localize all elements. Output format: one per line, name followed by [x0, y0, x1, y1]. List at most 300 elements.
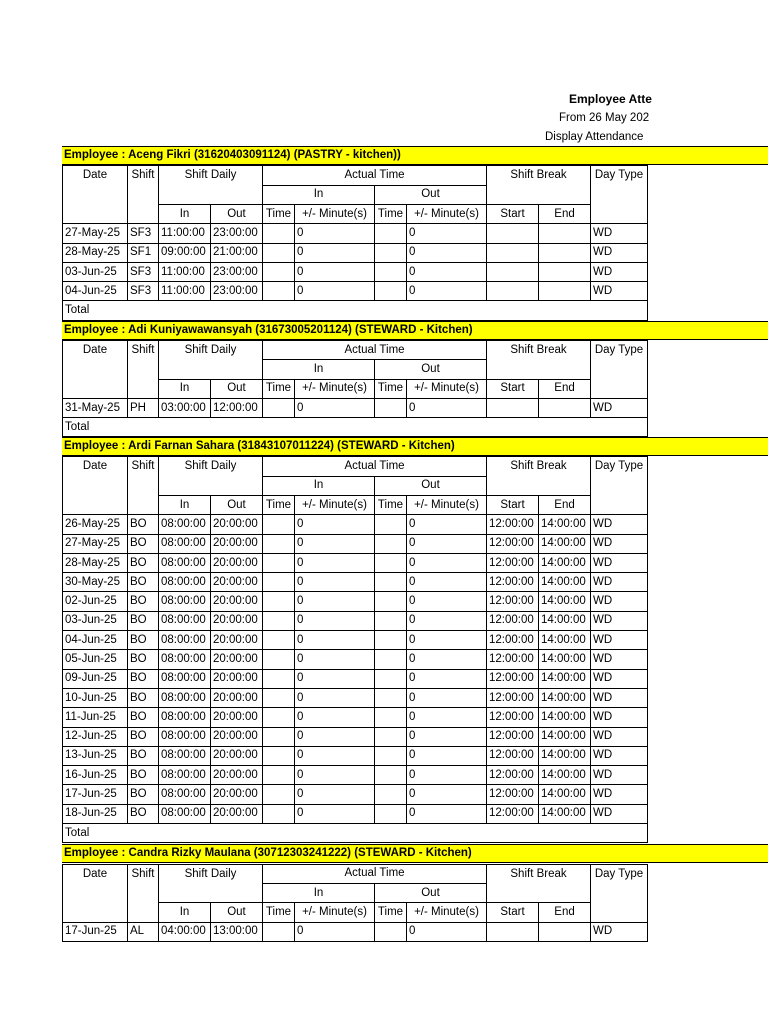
table-cell: 08:00:00 — [159, 669, 211, 688]
col-break-start: Start — [487, 495, 539, 514]
col-shift-in: In — [159, 379, 211, 398]
table-cell: 12:00:00 — [487, 708, 539, 727]
table-cell: 12:00:00 — [487, 650, 539, 669]
table-cell: PH — [128, 398, 159, 417]
table-cell: AL — [128, 922, 159, 941]
total-label: Total — [63, 824, 648, 843]
col-out-time: Time — [375, 204, 407, 223]
table-cell: BO — [128, 573, 159, 592]
col-actual-out: Out — [375, 185, 487, 204]
table-cell: 0 — [407, 611, 487, 630]
table-cell: 08:00:00 — [159, 766, 211, 785]
header-row — [63, 457, 648, 476]
table-cell: 0 — [295, 708, 375, 727]
header-row — [63, 495, 648, 514]
table-cell: 04-Jun-25 — [63, 631, 128, 650]
col-actual-time: Actual Time — [263, 341, 487, 360]
table-cell: 08:00:00 — [159, 592, 211, 611]
table-cell: 27-May-25 — [63, 534, 128, 553]
col-shift-break: Shift Break — [487, 864, 591, 883]
table-cell: 16-Jun-25 — [63, 766, 128, 785]
col-break-end: End — [539, 204, 591, 223]
table-row — [63, 553, 648, 572]
table-cell: WD — [591, 669, 648, 688]
table-cell: 14:00:00 — [539, 534, 591, 553]
table-cell: 02-Jun-25 — [63, 592, 128, 611]
report-display-mode: Display Attendance — [545, 131, 644, 143]
table-cell — [375, 922, 407, 941]
header-row — [63, 204, 648, 223]
table-cell: 12:00:00 — [487, 766, 539, 785]
table-cell: 03-Jun-25 — [63, 262, 128, 281]
table-cell: 12:00:00 — [487, 804, 539, 823]
table-cell — [263, 553, 295, 572]
header-blank — [63, 884, 128, 903]
col-day-type: Day Type — [591, 864, 648, 883]
total-label: Total — [63, 301, 648, 320]
col-date: Date — [63, 457, 128, 476]
table-cell: BO — [128, 534, 159, 553]
table-cell — [263, 611, 295, 630]
table-cell — [539, 262, 591, 281]
table-cell — [263, 727, 295, 746]
table-cell: 20:00:00 — [211, 727, 263, 746]
table-cell: 08:00:00 — [159, 631, 211, 650]
table-cell: 20:00:00 — [211, 785, 263, 804]
header-blank — [63, 360, 128, 379]
header-blank — [128, 185, 159, 204]
table-cell: 28-May-25 — [63, 553, 128, 572]
employee-header: Employee : Aceng Fikri (31620403091124) (PASTRY - kitchen)) — [64, 149, 401, 161]
table-row — [63, 282, 648, 301]
table-cell: 12:00:00 — [487, 573, 539, 592]
table-cell: 17-Jun-25 — [63, 922, 128, 941]
table-cell — [539, 398, 591, 417]
table-row — [63, 785, 648, 804]
table-cell: 12:00:00 — [487, 688, 539, 707]
col-shift-break: Shift Break — [487, 457, 591, 476]
header-blank — [159, 360, 263, 379]
table-cell: BO — [128, 650, 159, 669]
table-cell — [263, 785, 295, 804]
table-cell: BO — [128, 727, 159, 746]
table-cell: WD — [591, 746, 648, 765]
table-cell: 0 — [295, 515, 375, 534]
table-cell: 14:00:00 — [539, 553, 591, 572]
table-cell: 0 — [407, 243, 487, 262]
header-blank — [591, 360, 648, 379]
table-cell: WD — [591, 727, 648, 746]
header-blank — [591, 185, 648, 204]
table-cell: 0 — [295, 922, 375, 941]
table-cell: BO — [128, 804, 159, 823]
header-row — [63, 884, 648, 903]
table-row — [63, 922, 648, 941]
col-actual-time: Actual Time — [263, 166, 487, 185]
table-cell: 20:00:00 — [211, 515, 263, 534]
col-shift: Shift — [128, 864, 159, 883]
header-row — [63, 476, 648, 495]
table-cell — [539, 922, 591, 941]
col-shift-daily: Shift Daily — [159, 457, 263, 476]
attendance-table — [62, 165, 648, 320]
table-cell: 20:00:00 — [211, 746, 263, 765]
header-blank — [591, 379, 648, 398]
table-cell: 0 — [295, 262, 375, 281]
table-cell: WD — [591, 922, 648, 941]
table-cell: 14:00:00 — [539, 573, 591, 592]
header-row — [63, 166, 648, 185]
col-actual-time: Actual Time — [263, 864, 487, 883]
table-cell: 21:00:00 — [211, 243, 263, 262]
col-date: Date — [63, 864, 128, 883]
table-cell: 11:00:00 — [159, 262, 211, 281]
col-shift: Shift — [128, 341, 159, 360]
table-cell: WD — [591, 650, 648, 669]
header-row — [63, 379, 648, 398]
col-day-type: Day Type — [591, 341, 648, 360]
table-row — [63, 650, 648, 669]
table-cell: 12:00:00 — [487, 611, 539, 630]
header-row — [63, 360, 648, 379]
table-cell — [375, 785, 407, 804]
table-cell: 05-Jun-25 — [63, 650, 128, 669]
table-cell: 20:00:00 — [211, 688, 263, 707]
table-cell: 0 — [407, 631, 487, 650]
employee-header: Employee : Adi Kuniyawawansyah (31673005201124) (STEWARD - Kitchen) — [64, 323, 473, 336]
table-cell: 0 — [407, 282, 487, 301]
table-cell: 14:00:00 — [539, 708, 591, 727]
table-cell: 08:00:00 — [159, 727, 211, 746]
header-blank — [487, 476, 591, 495]
table-cell — [375, 282, 407, 301]
table-cell: WD — [591, 611, 648, 630]
col-shift-daily: Shift Daily — [159, 864, 263, 883]
header-row — [63, 185, 648, 204]
table-cell: 20:00:00 — [211, 708, 263, 727]
table-cell: 04-Jun-25 — [63, 282, 128, 301]
table-cell: 12:00:00 — [211, 398, 263, 417]
table-cell: WD — [591, 785, 648, 804]
col-out-time: Time — [375, 495, 407, 514]
table-cell: 0 — [295, 592, 375, 611]
col-actual-in: In — [263, 360, 375, 379]
table-cell: 12:00:00 — [487, 592, 539, 611]
table-cell: 0 — [407, 650, 487, 669]
table-cell — [263, 592, 295, 611]
table-cell: BO — [128, 592, 159, 611]
table-cell: 12:00:00 — [487, 631, 539, 650]
table-cell: 14:00:00 — [539, 688, 591, 707]
col-shift: Shift — [128, 457, 159, 476]
table-cell: BO — [128, 669, 159, 688]
col-out-minutes: +/- Minute(s) — [407, 495, 487, 514]
table-cell: 0 — [295, 785, 375, 804]
table-cell: 08:00:00 — [159, 553, 211, 572]
table-cell: 30-May-25 — [63, 573, 128, 592]
table-cell: BO — [128, 785, 159, 804]
table-cell: SF1 — [128, 243, 159, 262]
table-cell: 23:00:00 — [211, 224, 263, 243]
header-blank — [63, 495, 128, 514]
table-cell: 17-Jun-25 — [63, 785, 128, 804]
col-date: Date — [63, 341, 128, 360]
table-cell: 0 — [407, 688, 487, 707]
col-shift-out: Out — [211, 204, 263, 223]
table-cell — [263, 688, 295, 707]
header-blank — [63, 204, 128, 223]
table-cell: WD — [591, 534, 648, 553]
col-shift: Shift — [128, 166, 159, 185]
table-cell: 11:00:00 — [159, 224, 211, 243]
table-cell: 08:00:00 — [159, 708, 211, 727]
table-cell — [375, 611, 407, 630]
col-in-time: Time — [263, 379, 295, 398]
header-blank — [63, 379, 128, 398]
header-blank — [63, 476, 128, 495]
table-cell: WD — [591, 243, 648, 262]
table-cell: 08:00:00 — [159, 688, 211, 707]
table-cell: 08:00:00 — [159, 515, 211, 534]
table-cell — [375, 669, 407, 688]
table-cell: 0 — [295, 282, 375, 301]
table-cell — [375, 398, 407, 417]
table-cell: WD — [591, 224, 648, 243]
table-cell: 14:00:00 — [539, 650, 591, 669]
table-cell — [263, 766, 295, 785]
table-cell: 08:00:00 — [159, 573, 211, 592]
col-break-end: End — [539, 903, 591, 922]
table-cell: 13-Jun-25 — [63, 746, 128, 765]
table-cell: 12:00:00 — [487, 515, 539, 534]
table-cell: WD — [591, 573, 648, 592]
report-title: Employee Atte — [569, 92, 652, 106]
table-cell: WD — [591, 592, 648, 611]
table-cell — [263, 243, 295, 262]
col-actual-out: Out — [375, 360, 487, 379]
header-blank — [128, 360, 159, 379]
table-cell: 0 — [407, 766, 487, 785]
col-shift-daily: Shift Daily — [159, 341, 263, 360]
table-cell: 13:00:00 — [211, 922, 263, 941]
table-cell: 14:00:00 — [539, 746, 591, 765]
col-break-start: Start — [487, 204, 539, 223]
table-cell: 0 — [295, 631, 375, 650]
table-cell — [375, 650, 407, 669]
table-cell: 12:00:00 — [487, 746, 539, 765]
table-cell — [487, 224, 539, 243]
table-cell: 14:00:00 — [539, 804, 591, 823]
employee-header: Employee : Ardi Farnan Sahara (31843107011224) (STEWARD - Kitchen) — [64, 440, 455, 452]
header-blank — [487, 884, 591, 903]
col-date: Date — [63, 166, 128, 185]
table-cell — [375, 708, 407, 727]
table-cell: 14:00:00 — [539, 785, 591, 804]
table-cell — [263, 631, 295, 650]
table-cell — [375, 262, 407, 281]
table-row — [63, 262, 648, 281]
col-in-minutes: +/- Minute(s) — [295, 379, 375, 398]
table-cell: 23:00:00 — [211, 282, 263, 301]
header-blank — [487, 185, 591, 204]
table-cell: 0 — [407, 534, 487, 553]
table-cell — [263, 746, 295, 765]
table-cell: 14:00:00 — [539, 727, 591, 746]
table-cell: BO — [128, 611, 159, 630]
col-actual-out: Out — [375, 476, 487, 495]
table-cell: 09-Jun-25 — [63, 669, 128, 688]
table-cell: 09:00:00 — [159, 243, 211, 262]
header-row — [63, 864, 648, 883]
col-shift-in: In — [159, 204, 211, 223]
table-cell: BO — [128, 631, 159, 650]
table-cell: 12:00:00 — [487, 727, 539, 746]
table-cell: 20:00:00 — [211, 534, 263, 553]
header-blank — [591, 495, 648, 514]
attendance-table — [62, 456, 648, 843]
table-cell: 0 — [295, 573, 375, 592]
table-cell: WD — [591, 708, 648, 727]
table-cell: 0 — [407, 708, 487, 727]
table-cell: BO — [128, 766, 159, 785]
table-cell — [487, 282, 539, 301]
attendance-table — [62, 340, 648, 437]
table-cell: WD — [591, 553, 648, 572]
table-cell — [263, 262, 295, 281]
table-cell: 14:00:00 — [539, 631, 591, 650]
table-cell: 20:00:00 — [211, 553, 263, 572]
table-cell: WD — [591, 398, 648, 417]
col-out-time: Time — [375, 903, 407, 922]
table-cell: 0 — [295, 553, 375, 572]
col-in-minutes: +/- Minute(s) — [295, 204, 375, 223]
table-cell: 0 — [295, 398, 375, 417]
table-cell — [375, 553, 407, 572]
table-cell: 14:00:00 — [539, 611, 591, 630]
table-row — [63, 766, 648, 785]
table-cell: 20:00:00 — [211, 573, 263, 592]
table-cell: 20:00:00 — [211, 592, 263, 611]
table-row — [63, 631, 648, 650]
table-cell: 0 — [295, 650, 375, 669]
table-cell — [375, 766, 407, 785]
table-cell: 0 — [407, 515, 487, 534]
total-label: Total — [63, 418, 648, 437]
table-cell — [263, 708, 295, 727]
table-cell — [375, 573, 407, 592]
table-cell: 0 — [295, 669, 375, 688]
table-cell: WD — [591, 688, 648, 707]
header-blank — [591, 884, 648, 903]
table-cell: WD — [591, 515, 648, 534]
col-shift-out: Out — [211, 379, 263, 398]
table-cell: 0 — [295, 611, 375, 630]
table-cell — [375, 804, 407, 823]
table-cell: 31-May-25 — [63, 398, 128, 417]
table-cell: 11-Jun-25 — [63, 708, 128, 727]
col-out-minutes: +/- Minute(s) — [407, 379, 487, 398]
table-cell: 20:00:00 — [211, 669, 263, 688]
header-blank — [591, 903, 648, 922]
table-cell: 0 — [295, 534, 375, 553]
header-blank — [128, 379, 159, 398]
table-cell: 0 — [407, 746, 487, 765]
total-row — [63, 301, 648, 320]
col-in-time: Time — [263, 495, 295, 514]
table-cell: SF3 — [128, 224, 159, 243]
col-shift-daily: Shift Daily — [159, 166, 263, 185]
table-row — [63, 515, 648, 534]
table-cell: 12:00:00 — [487, 669, 539, 688]
table-cell: 0 — [295, 688, 375, 707]
col-day-type: Day Type — [591, 166, 648, 185]
table-cell — [487, 922, 539, 941]
table-row — [63, 398, 648, 417]
table-cell — [263, 669, 295, 688]
table-cell: 0 — [295, 224, 375, 243]
table-cell — [263, 650, 295, 669]
header-blank — [591, 204, 648, 223]
header-blank — [128, 903, 159, 922]
table-cell — [539, 224, 591, 243]
col-shift-in: In — [159, 903, 211, 922]
col-out-time: Time — [375, 379, 407, 398]
table-cell: 0 — [407, 224, 487, 243]
header-blank — [159, 185, 263, 204]
table-cell: 08:00:00 — [159, 746, 211, 765]
attendance-table — [62, 864, 648, 942]
table-cell: 12-Jun-25 — [63, 727, 128, 746]
table-row — [63, 804, 648, 823]
table-cell — [487, 398, 539, 417]
header-blank — [487, 360, 591, 379]
header-blank — [128, 495, 159, 514]
table-cell: 03-Jun-25 — [63, 611, 128, 630]
col-in-time: Time — [263, 903, 295, 922]
header-blank — [63, 185, 128, 204]
col-in-time: Time — [263, 204, 295, 223]
table-cell: 12:00:00 — [487, 553, 539, 572]
table-cell: 0 — [407, 727, 487, 746]
table-cell: BO — [128, 688, 159, 707]
table-cell: 08:00:00 — [159, 611, 211, 630]
table-cell: 14:00:00 — [539, 669, 591, 688]
table-cell — [539, 282, 591, 301]
table-cell: 14:00:00 — [539, 766, 591, 785]
table-cell — [375, 746, 407, 765]
table-row — [63, 708, 648, 727]
table-row — [63, 727, 648, 746]
table-cell — [375, 224, 407, 243]
table-cell: 0 — [407, 592, 487, 611]
header-blank — [63, 903, 128, 922]
table-cell — [263, 515, 295, 534]
table-cell: 27-May-25 — [63, 224, 128, 243]
header-blank — [128, 204, 159, 223]
table-cell: 08:00:00 — [159, 804, 211, 823]
table-cell: 12:00:00 — [487, 534, 539, 553]
col-break-start: Start — [487, 379, 539, 398]
table-cell — [375, 688, 407, 707]
header-row — [63, 903, 648, 922]
table-cell: SF3 — [128, 282, 159, 301]
table-row — [63, 611, 648, 630]
header-blank — [128, 884, 159, 903]
table-cell: 20:00:00 — [211, 650, 263, 669]
table-cell: 0 — [295, 243, 375, 262]
table-cell — [375, 534, 407, 553]
col-break-end: End — [539, 379, 591, 398]
